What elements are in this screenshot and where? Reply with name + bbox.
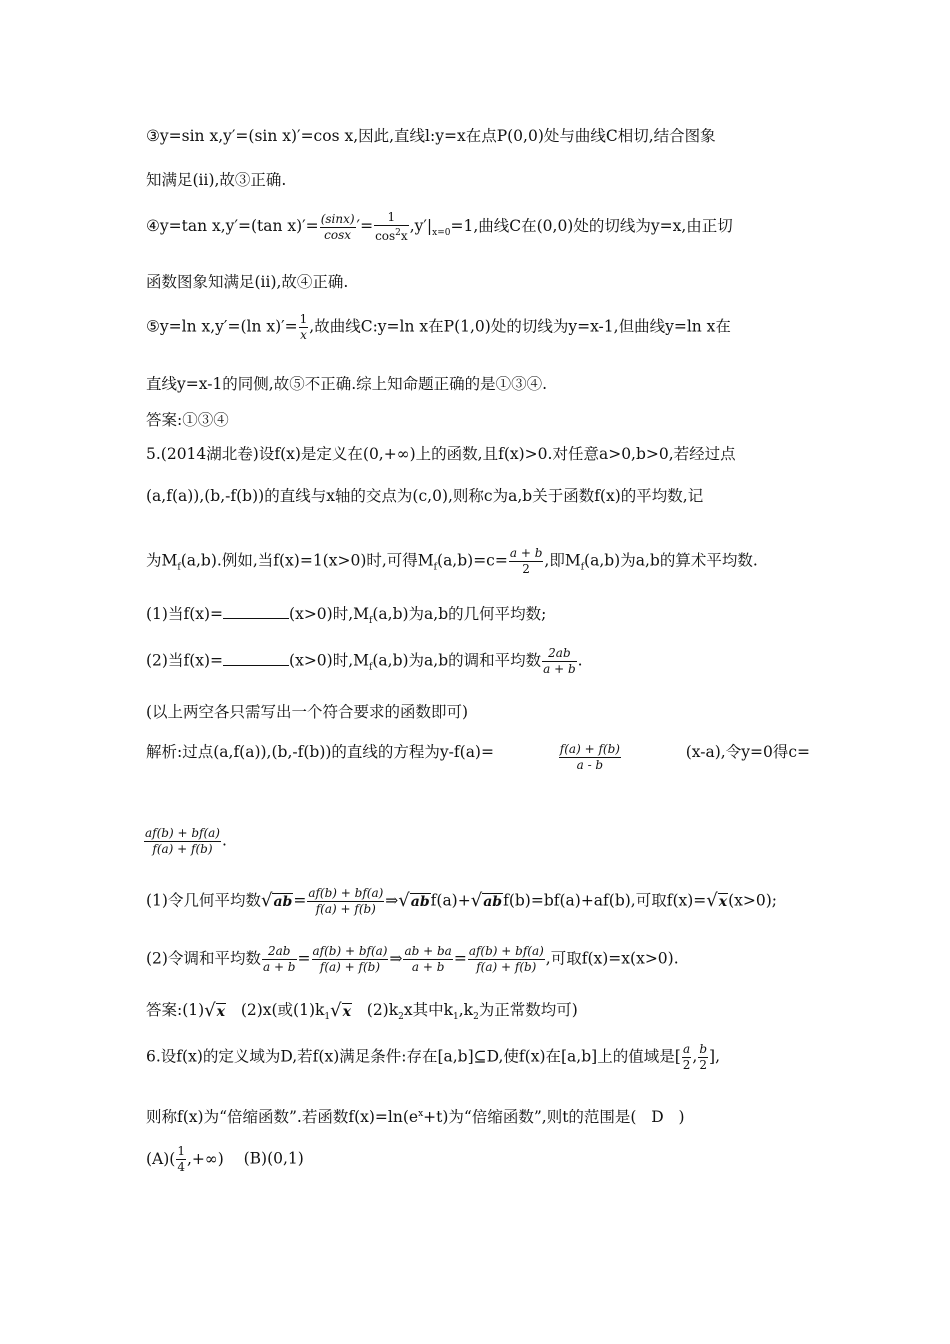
geometric-mid: f(a)+ (430, 891, 471, 910)
solution-harmonic (146, 944, 810, 975)
fraction-denominator: 2 (522, 562, 530, 576)
solution-fraction-slope (559, 742, 621, 773)
item5-line2: 直线y=x-1的同侧,故⑤不正确.综上知命题正确的是①③④. (146, 375, 548, 393)
subscript-f: f (580, 562, 585, 573)
geometric-post: f(b)=bf(a)+af(b),可取f(x)= (503, 891, 707, 910)
fraction-numerator: 1 (299, 312, 308, 326)
q5-line3-pre: 为M (146, 551, 178, 570)
q5-part1-pre: (1)当f(x)= (146, 605, 224, 623)
fraction-numerator: af(b) + bf(a) (145, 826, 220, 840)
fraction-denominator: a + b (543, 662, 576, 676)
item4-pre: ④y=tan x,y′=(tan x)′= (146, 217, 319, 235)
q5-part1-mid: (x>0)时,M (289, 605, 370, 623)
subscript-f: f (433, 562, 438, 573)
implies-arrow: ⇒ (385, 891, 399, 910)
fraction-denominator: 2 (682, 1058, 691, 1072)
answer2-mid2: (2)k (366, 1001, 399, 1019)
q6-options (146, 1144, 810, 1175)
subscript: 2 (473, 1012, 479, 1023)
q6-end: ], (709, 1047, 720, 1066)
answer2-post: 为正常数均可) (478, 1001, 578, 1019)
q5-line3 (146, 546, 810, 578)
option-a[interactable]: (A)( $\frac{1}{4}$ ,+∞) (146, 1144, 224, 1174)
subscript: 1 (453, 1012, 459, 1023)
q5-part1 (146, 604, 810, 631)
fraction-numerator: af(b) + bf(a) (312, 944, 388, 958)
fraction-numerator: 1 (374, 210, 409, 226)
equals: = (297, 949, 311, 968)
fraction-denominator: 4 (177, 1160, 185, 1174)
fraction-denominator (374, 226, 409, 244)
sqrt-ab: √ab (470, 890, 503, 911)
fraction-numerator: af(b) + bf(a) (308, 886, 384, 900)
item5-post: ,故曲线C:y=ln x在P(1,0)处的切线为y=x-1,但曲线y=ln x在 (309, 317, 731, 336)
fraction-denominator: cosx (324, 227, 352, 242)
item4-line1 (146, 210, 810, 244)
den-base: cos (375, 229, 396, 243)
fraction-denominator: x (300, 328, 307, 342)
q6-line1 (146, 1042, 810, 1073)
answer-1: 答案:①③④ (146, 411, 229, 429)
sqrt-ab: √ab (398, 890, 430, 911)
q6-line2-post: +t)为“倍缩函数”,则t的范围是( (423, 1108, 637, 1127)
q5-fraction-mean (509, 546, 544, 577)
q5-part2-end: . (577, 651, 583, 670)
option-a-fraction (176, 1144, 186, 1175)
solution-c-value (146, 826, 810, 857)
fraction-denominator: 2 (699, 1058, 707, 1072)
superscript-x: x (418, 1109, 424, 1119)
fraction-numerator: a (682, 1042, 691, 1056)
sqrt-x: √x (330, 999, 351, 1021)
fraction-numerator: a + b (509, 546, 543, 560)
q5-line2: (a,f(a)),(b,-f(b))的直线与x轴的交点为(c,0),则称c为a,b关于函数f(x)的平均数,记 (146, 487, 704, 505)
fraction-denominator: a + b (411, 960, 445, 974)
fraction-denominator: a + b (262, 960, 296, 974)
subscript-f: f (177, 562, 181, 573)
q6-comma: , (692, 1047, 698, 1066)
item4-line2: 函数图象知满足(ⅱ),故④正确. (146, 273, 349, 291)
subscript-f: f (369, 662, 373, 673)
q6-line2-pre: 则称f(x)为“倍缩函数”.若函数f(x)=ln(e (146, 1108, 419, 1127)
geometric-fraction (307, 886, 384, 917)
item3-line1 (146, 126, 810, 146)
equals: = (293, 891, 307, 910)
fraction-numerator: 2ab (262, 944, 297, 960)
harmonic-post: ,可取f(x)=x(x>0). (545, 949, 679, 968)
sqrt-x: √x (706, 890, 728, 911)
item4-post: =1,曲线C在(0,0)处的切线为y=x,由正切 (450, 217, 733, 235)
subscript: 1 (324, 1012, 331, 1023)
answer2-pre: 答案:(1) (146, 1001, 205, 1019)
option-b[interactable]: (B)(0,1) (243, 1149, 304, 1168)
item4-fraction-one-cos2 (374, 210, 409, 244)
item4-mid: ,y′| (409, 217, 433, 235)
q5-note: (以上两空各只需写出一个符合要求的函数即可) (146, 703, 469, 721)
harmonic-pre: (2)令调和平均数 (146, 949, 261, 968)
solution-pre: 解析:过点(a,f(a)),(b,-f(b))的直线的方程为y-f(a)= (146, 743, 494, 761)
fraction-denominator: a - b (576, 758, 604, 772)
geometric-pre: (1)令几何平均数 (146, 891, 261, 910)
q6-fraction-b2 (698, 1042, 708, 1073)
fraction-numerator: (sinx) (320, 211, 355, 226)
sqrt-ab: √ab (260, 890, 293, 911)
q6-pre: 6.设f(x)的定义域为D,若f(x)满足条件:存在[a,b]⊆D,使f(x)在[a,b]上的值域是[ (146, 1047, 681, 1066)
q6-line2 (146, 1104, 810, 1127)
fraction-denominator: f(a) + f(b) (476, 960, 537, 974)
answer2-mid4: ,k (458, 1001, 474, 1019)
q5-part2-pre: (2)当f(x)= (146, 651, 224, 670)
subscript: 2 (398, 1012, 404, 1023)
answer-blank-2[interactable] (223, 651, 289, 666)
fraction-denominator: f(a) + f(b) (152, 842, 213, 856)
item4-fraction-sin-cos (320, 212, 356, 243)
item3-line1-text: ③y=sin x,y′=(sin x)′=cos x,因此,直线l:y=x在点P(0,0)处与曲线C相切,结合图象 (146, 127, 716, 145)
q5-line3-post2: (a,b)为a,b的算术平均数. (584, 551, 758, 570)
item5-line1 (146, 312, 810, 343)
item5-fraction-one-x (299, 312, 309, 343)
q5-fraction-harmonic (542, 646, 577, 677)
solution-c-end: . (221, 831, 227, 850)
q6-fraction-a2 (682, 1042, 692, 1073)
fraction-numerator: f(a) + f(b) (559, 742, 620, 756)
answer2-mid3: x其中k (403, 1001, 453, 1019)
fraction-numerator: af(b) + bf(a) (468, 944, 544, 958)
geometric-end: (x>0); (728, 891, 778, 910)
item5-pre: ⑤y=ln x,y′=(ln x)′= (146, 317, 298, 336)
harmonic-fraction-4 (468, 944, 545, 975)
q5-part2 (146, 646, 810, 678)
answer-blank-1[interactable] (223, 604, 289, 619)
subscript-f: f (369, 616, 373, 627)
answer-2 (146, 1000, 810, 1027)
item4-f1-tail: ′= (356, 217, 374, 235)
fraction-numerator: ab + ba (404, 944, 452, 958)
solution-fraction-c (144, 826, 221, 857)
sqrt-x: √x (204, 999, 226, 1021)
den-tail: x (400, 229, 408, 243)
den-sup: 2 (395, 228, 401, 238)
item4-sub: x=0 (432, 228, 451, 239)
fraction-denominator: f(a) + f(b) (315, 902, 376, 916)
answer2-mid: (2)x(或(1)k (240, 1001, 325, 1019)
fraction-numerator: b (699, 1042, 708, 1056)
fraction-numerator: 1 (177, 1144, 185, 1158)
q5-line3-mid: (a,b).例如,当f(x)=1(x>0)时,可得M (180, 551, 434, 570)
harmonic-fraction-2 (312, 944, 389, 975)
solution-line1 (146, 742, 810, 773)
q5-line1: 5.(2014湖北卷)设f(x)是定义在(0,+∞)上的函数,且f(x)>0.对任意a>0,b>0,若经过点 (146, 445, 736, 463)
fraction-denominator: f(a) + f(b) (319, 960, 381, 974)
item3-line2: 知满足(ⅱ),故③正确. (146, 171, 287, 189)
q5-line3-mid2: (a,b)=c= (437, 551, 508, 570)
q6-answer-choice: D (651, 1108, 664, 1127)
solution-line-frac-group (558, 742, 622, 773)
q6-close-paren: ) (678, 1108, 685, 1127)
equals: = (453, 949, 467, 968)
q5-part1-post: (a,b)为a,b的几何平均数; (372, 605, 547, 623)
harmonic-fraction-1 (262, 944, 297, 975)
solution-geometric (146, 886, 810, 917)
harmonic-fraction-3 (403, 944, 452, 975)
q5-line3-post: ,即M (544, 551, 581, 570)
fraction-numerator: 2ab (542, 646, 577, 662)
solution-post: (x-a),令y=0得c= (685, 743, 810, 761)
q5-part2-mid: (x>0)时,M (289, 651, 370, 670)
q5-part2-post: (a,b)为a,b的调和平均数 (372, 651, 542, 670)
implies-arrow: ⇒ (389, 949, 403, 968)
